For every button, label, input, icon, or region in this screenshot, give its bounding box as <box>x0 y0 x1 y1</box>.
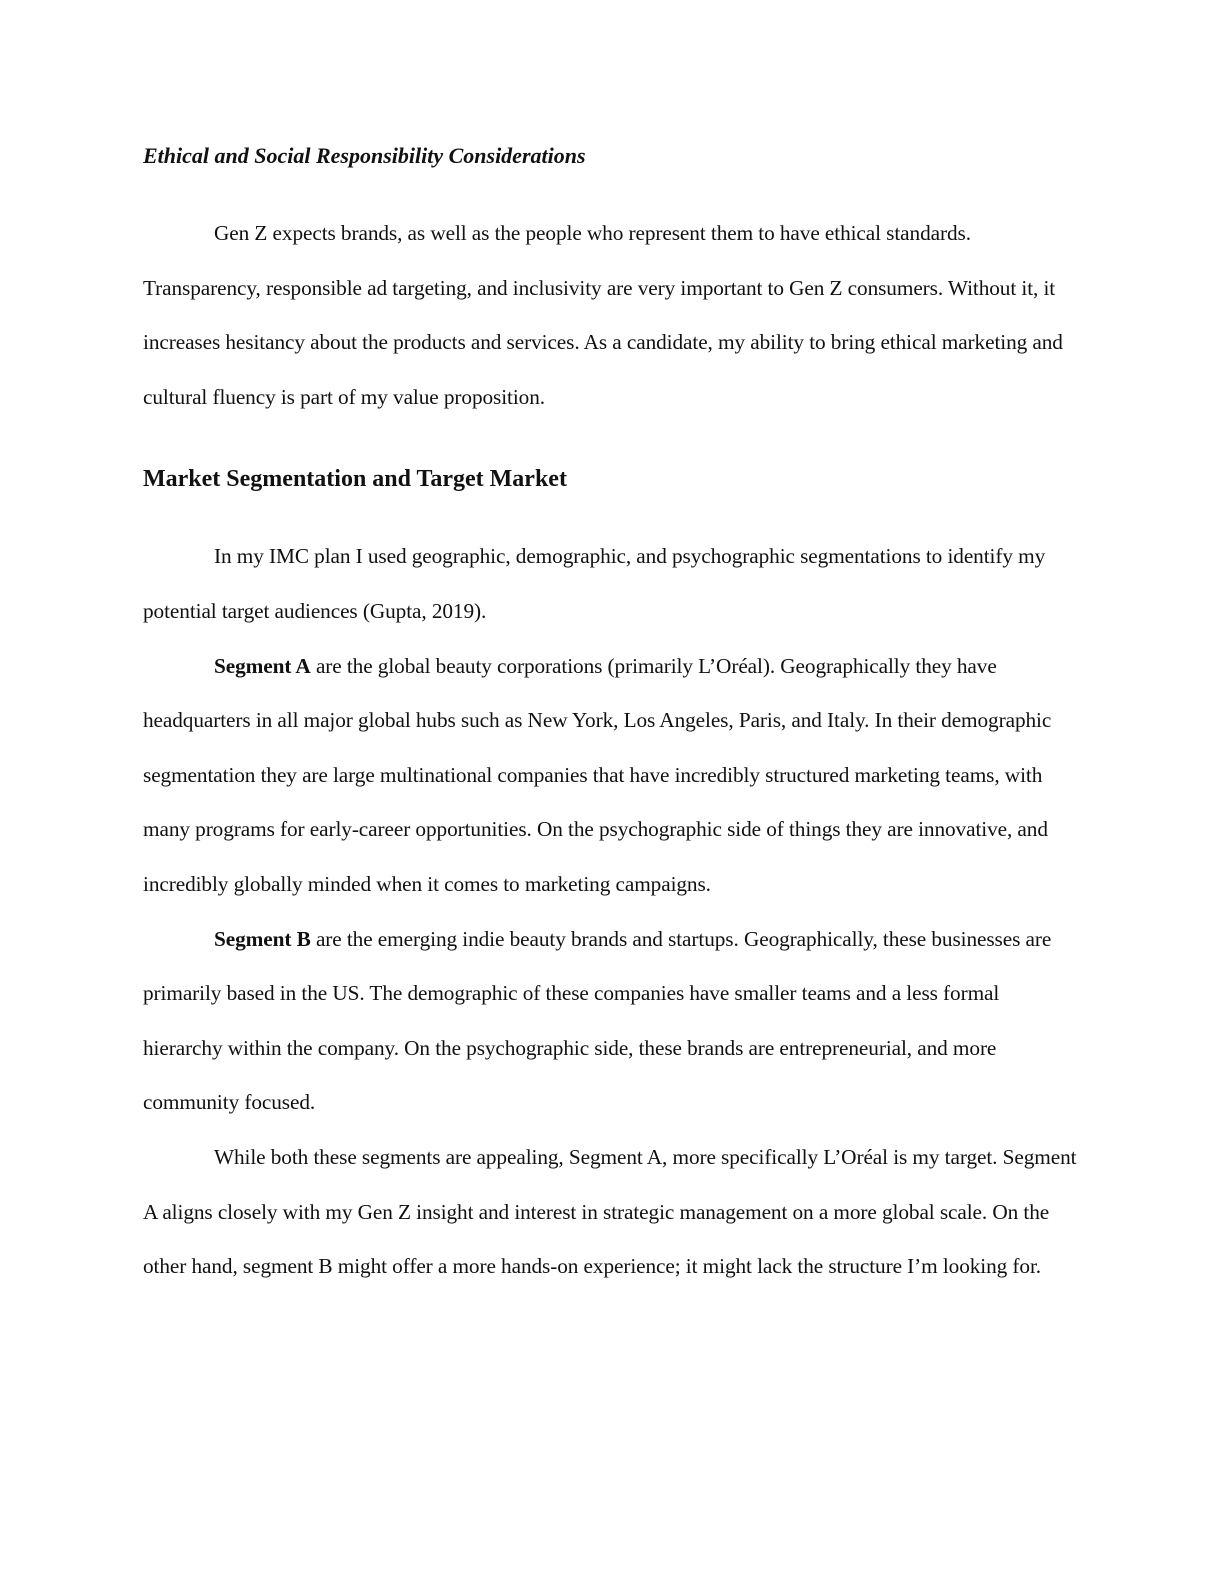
market-intro-paragraph: In my IMC plan I used geographic, demographic, and psychographic segmentations to identify my potential target audiences (Gupta, 2019). <box>143 544 1046 623</box>
spacer <box>143 424 1078 461</box>
segment-a-paragraph <box>143 639 1078 912</box>
spacer <box>143 497 1078 529</box>
segment-a-label: Segment A <box>214 653 311 678</box>
ethics-section-heading: Ethical and Social Responsibility Considerations <box>143 143 586 168</box>
segment-b-paragraph <box>143 912 1078 1130</box>
spacer <box>143 174 1078 206</box>
segment-b-label: Segment B <box>214 926 311 951</box>
segment-b-text: are the emerging indie beauty brands and startups. Geographically, these businesses are primarily based in the US. The demographic of these companies have smaller teams and a less formal hierarchy within the company. On the psychographic side, these brands are entrepreneurial, and more community focused. <box>143 926 1052 1115</box>
ethics-paragraph: Gen Z expects brands, as well as the people who represent them to have ethical standards. Transparency, responsible ad targeting, and inclusivity are very important to Gen Z consumers. Without it, it increases hesitancy about the products and services. As a candidate, my ability to bring ethical marketing and cultural fluency is part of my value proposition. <box>143 221 1063 409</box>
market-section-heading: Market Segmentation and Target Market <box>143 466 567 493</box>
segment-a-text: are the global beauty corporations (primarily L’Oréal). Geographically they have headquarters in all major global hubs such as New York, Los Angeles, Paris, and Italy. In their demographic segmentation they are large multinational companies that have incredibly structured marketing teams, with many programs for early-career opportunities. On the psychographic side of things they are innovative, and incredibly globally minded when it comes to marketing campaigns. <box>143 653 1052 896</box>
conclusion-paragraph: While both these segments are appealing, Segment A, more specifically L’Oréal is my target. Segment A aligns closely with my Gen Z insight and interest in strategic management on a more global scale. On the other hand, segment B might offer a more hands-on experience; it might lack the structure I’m looking for. <box>143 1144 1077 1279</box>
page-content <box>143 138 1078 1294</box>
